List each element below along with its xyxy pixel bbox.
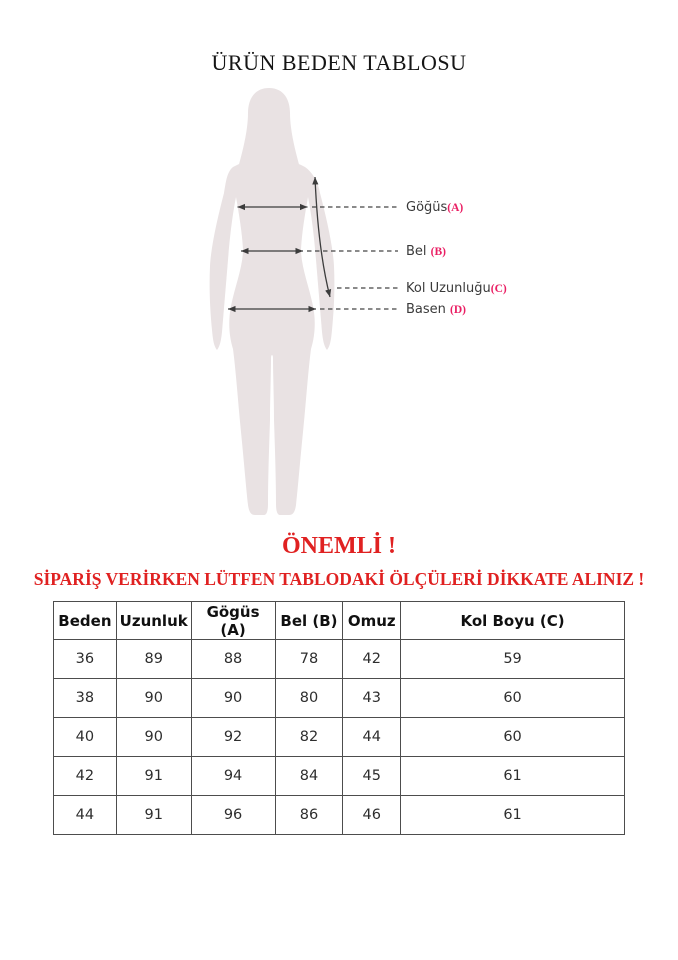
table-cell: 86 <box>275 796 343 835</box>
measure-label-arm <box>406 280 507 297</box>
table-cell: 44 <box>343 718 401 757</box>
table-cell: 91 <box>116 757 191 796</box>
measure-label-hip-text: Basen <box>406 302 446 317</box>
table-cell: 36 <box>54 640 117 679</box>
header-bel: Bel (B) <box>275 602 343 640</box>
table-cell: 94 <box>191 757 275 796</box>
table-cell: 90 <box>116 679 191 718</box>
table-cell: 61 <box>401 796 625 835</box>
table-cell: 44 <box>54 796 117 835</box>
table-cell: 42 <box>54 757 117 796</box>
table-cell: 90 <box>116 718 191 757</box>
table-row <box>54 640 625 679</box>
table-cell: 91 <box>116 796 191 835</box>
table-cell: 60 <box>401 679 625 718</box>
table-cell: 43 <box>343 679 401 718</box>
measure-label-hip-code: (D) <box>450 304 467 316</box>
table-cell: 80 <box>275 679 343 718</box>
header-kol-boyu: Kol Boyu (C) <box>401 602 625 640</box>
female-silhouette <box>210 88 335 515</box>
measure-label-arm-text: Kol Uzunluğu <box>406 281 491 296</box>
table-cell: 84 <box>275 757 343 796</box>
header-omuz: Omuz <box>343 602 401 640</box>
table-cell: 45 <box>343 757 401 796</box>
table-cell: 60 <box>401 718 625 757</box>
measure-label-chest-text: Göğüs <box>406 200 448 215</box>
measure-label-waist <box>406 243 446 260</box>
table-row <box>54 718 625 757</box>
measure-label-chest <box>406 199 463 216</box>
table-row <box>54 757 625 796</box>
table-cell: 96 <box>191 796 275 835</box>
table-cell: 38 <box>54 679 117 718</box>
notice-subheading: SİPARİŞ VERİRKEN LÜTFEN TABLODAKİ ÖLÇÜLERİ DİKKATE ALINIZ ! <box>33 569 645 589</box>
notice-heading: ÖNEMLİ ! <box>282 533 396 559</box>
table-cell: 59 <box>401 640 625 679</box>
measure-label-chest-code: (A) <box>447 202 464 214</box>
table-cell: 88 <box>191 640 275 679</box>
measure-label-waist-code: (B) <box>430 246 447 258</box>
table-cell: 61 <box>401 757 625 796</box>
measure-label-hip <box>406 301 466 318</box>
table-cell: 40 <box>54 718 117 757</box>
measure-label-arm-code: (C) <box>490 283 507 295</box>
table-cell: 92 <box>191 718 275 757</box>
table-cell: 82 <box>275 718 343 757</box>
table-row <box>54 796 625 835</box>
header-uzunluk: Uzunluk <box>116 602 191 640</box>
size-table-header-row <box>54 602 625 640</box>
table-cell: 89 <box>116 640 191 679</box>
table-cell: 90 <box>191 679 275 718</box>
measure-label-waist-text: Bel <box>406 244 427 259</box>
size-table <box>53 601 625 835</box>
silhouette-body <box>210 158 335 515</box>
header-gogus: Gögüs (A) <box>191 602 275 640</box>
table-cell: 42 <box>343 640 401 679</box>
table-cell: 78 <box>275 640 343 679</box>
header-beden: Beden <box>54 602 117 640</box>
page-title: ÜRÜN BEDEN TABLOSU <box>211 50 467 75</box>
table-row <box>54 679 625 718</box>
table-cell: 46 <box>343 796 401 835</box>
